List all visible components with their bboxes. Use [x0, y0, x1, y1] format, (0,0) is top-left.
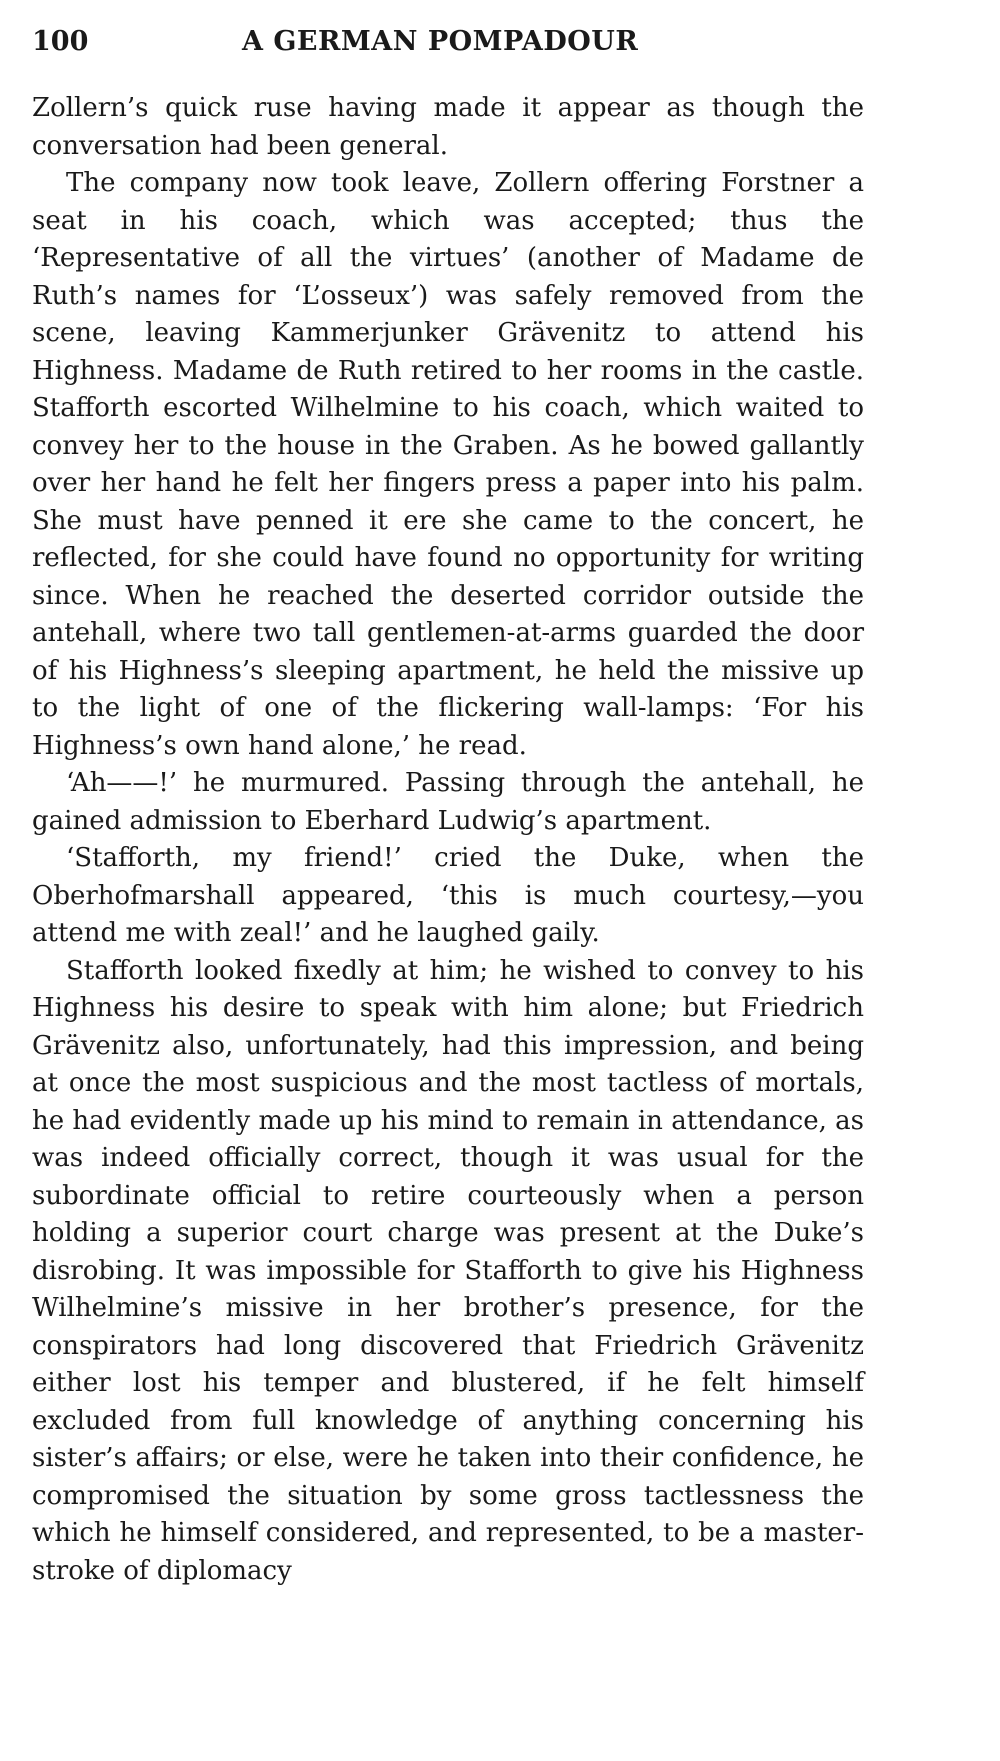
page-number: 100 [32, 26, 89, 57]
body-text [32, 90, 864, 1590]
paragraph: ‘Ah——!’ he murmured. Passing through the antehall, he gained admission to Eberhard Ludwig’s apartment. [32, 768, 864, 836]
paragraph: Stafforth looked fixedly at him; he wished to convey to his Highness his desire to speak with him alone; but Friedrich Grävenitz also, unfortunately, had this impression, and being at once the most suspicious and the most tactless of mortals, he had evidently made up his mind to remain in attendance, as was indeed officially correct, though it was usual for the subordinate official to retire courteously when a person holding a superior court charge was present at the Duke’s disrobing. It was impossible for Stafforth to give his Highness Wilhelmine’s missive in her brother’s presence, for the conspirators had long discovered that Friedrich Grävenitz either lost his temper and blustered, if he felt himself excluded from full knowledge of anything concerning his sister’s affairs; or else, were he taken into their confidence, he compromised the situation by some gross tactlessness the which he himself considered, and represented, to be a master-stroke of diplomacy [32, 955, 864, 1586]
book-page [32, 26, 864, 1590]
page-header [32, 26, 864, 76]
paragraph: The company now took leave, Zollern offering Forstner a seat in his coach, which was accepted; thus the ‘Representative of all the virtues’ (another of Madame de Ruth’s names for ‘L’osseux’) was safely removed from the scene, leaving Kammerjunker Grävenitz to attend his Highness. Madame de Ruth retired to her rooms in the castle. Stafforth escorted Wilhelmine to his coach, which waited to convey her to the house in the Graben. As he bowed gallantly over her hand he felt her fingers press a paper into his palm. She must have penned it ere she came to the concert, he reflected, for she could have found no opportunity for writing since. When he reached the deserted corridor outside the antehall, where two tall gentlemen-at-arms guarded the door of his Highness’s sleeping apartment, he held the missive up to the light of one of the flickering wall-lamps: ‘For his Highness’s own hand alone,’ he read. [32, 168, 864, 761]
running-head: A GERMAN POMPADOUR [242, 26, 639, 57]
paragraph: ‘Stafforth, my friend!’ cried the Duke, when the Oberhofmarshall appeared, ‘this is much courtesy,—you attend me with zeal!’ and he laughed gaily. [32, 843, 864, 948]
paragraph: Zollern’s quick ruse having made it appear as though the conversation had been general. [32, 93, 864, 161]
